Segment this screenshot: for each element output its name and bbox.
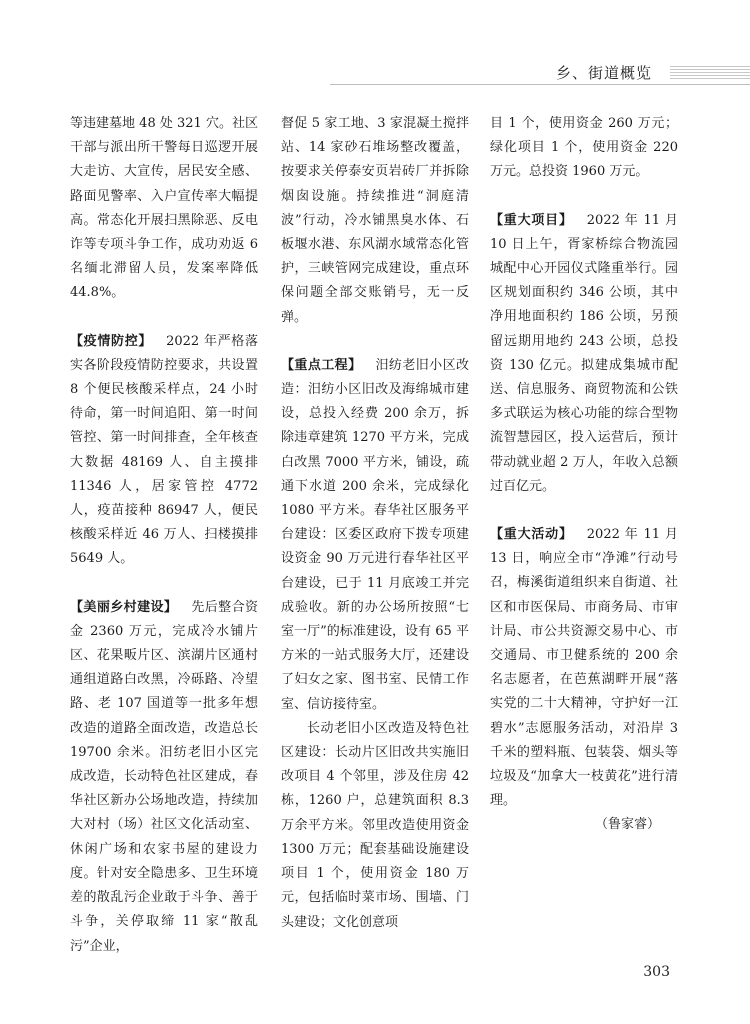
paragraph: 目 1 个，使用资金 260 万元；绿化项目 1 个，使用资金 220 万元。总投资 1960 万元。	[490, 116, 678, 180]
page-number: 303	[643, 964, 670, 980]
section-beautiful-village	[70, 596, 258, 959]
paragraph: 督促 5 家工地、3 家混凝土搅拌站、14 家砂石堆场整改覆盖，按要求关停泰安页岩砖厂并拆除烟囱设施。持续推进“洞庭清波”行动，冷水铺黑臭水体、石板堰水港、东风湖水域常态化管护，三峡管网完成建设，重点环保问题全部交账销号，无一反弹。	[281, 116, 469, 325]
header-rule	[330, 84, 750, 85]
author-credit: （鲁家睿）	[594, 817, 660, 833]
text-column-1	[70, 112, 258, 959]
text-column-3	[490, 112, 678, 838]
section-key-projects	[281, 354, 469, 717]
running-header	[330, 62, 750, 84]
section-text: 2022 年 11 月 10 日上午，胥家桥综合物流园城配中心开园仪式隆重举行。园区规划面积约 346 公顷，其中净用地面积约 186 公顷，另预留远期用地约 243 公顷，总投资 130 亿元。拟建成集城市配送、信息服务、商贸物流和公铁多式联运为核心功能的综合型物流智慧园区，投入运营后，预计带动就业超 2 万人，年收入总额过百亿元。	[490, 212, 678, 494]
section-text: 汨纺老旧小区改造：汨纺小区旧改及海绵城市建设，总投入经费 200 余万，拆除违章建筑 1270 平方米，完成白改黑 7000 平方米，铺设，疏通下水道 200 余米，完成绿化 1080 平方米。春华社区服务平台建设：区委区政府下拨专项建设资金 90 万元进行春华社区平台建设，已于 11 月底竣工并完成验收。新的办公场所按照“七室一厅”的标准建设，设有 65 平方米的一站式服务大厅，还建设了妇女之家、图书室、民情工作室、信访接待室。	[281, 357, 469, 712]
paragraph: 长动老旧小区改造及特色社区建设：长动片区旧改共实施旧改项目 4 个邻里，涉及住房 42 栋，1260 户，总建筑面积 8.3 万余平方米。邻里改造使用资金 1300 万元；配套基础设施建设项目 1 个，使用资金 180 万元，包括临时菜市场、围墙、门头建设；文化创意项	[281, 720, 469, 930]
section-heading: 【重点工程】	[281, 357, 362, 373]
text-column-2	[281, 112, 469, 935]
section-epidemic-prevention	[70, 330, 258, 572]
section-heading: 【重大项目】	[490, 212, 573, 228]
section-major-projects	[490, 209, 678, 499]
section-heading: 【疫情防控】	[70, 333, 153, 349]
header-decoration-stripes	[670, 66, 750, 80]
section-text: 先后整合资金 2360 万元，完成冷水铺片区、花果畈片区、滨湖片区通村通组道路白改黑，冷砾路、冷望路、老 107 国道等一批多年想改造的道路全面改造，改造总长 19700 余米。汨纺老旧小区完成改造，长动特色社区建成，春华社区新办公场地改造，持续加大对村（场）社区文化活动室、休闲广场和农家书屋的建设力度。针对安全隐患多、卫生环境差的散乱污企业敢于斗争、善于斗争，关停取缔 11 家“散乱污”企业，	[70, 599, 258, 954]
running-header-title: 乡、街道概览	[555, 64, 652, 82]
section-heading: 【美丽乡村建设】	[70, 599, 178, 615]
paragraph: 等违建墓地 48 处 321 穴。社区干部与派出所干警每日巡逻开展大走访、大宣传，居民安全感、路面见警率、入户宣传率大幅提高。常态化开展扫黑除恶、反电诈等专项斗争工作，成功劝返 6 名缅北滞留人员，发案率降低 44.8%。	[70, 116, 258, 301]
section-text: 2022 年 11 月 13 日，响应全市“净滩”行动号召，梅溪街道组织来自街道、社区和市医保局、市商务局、市审计局、市公共资源交易中心、市交通局、市卫健系统的 200 余名志愿者，在芭蕉湖畔开展“落实党的二十大精神，守护好一江碧水”志愿服务活动，对沿岸 3 千米的塑料瓶、包装袋、烟头等垃圾及“加拿大一枝黄花”进行清理。	[490, 527, 678, 809]
section-heading: 【重大活动】	[490, 527, 573, 543]
section-major-events	[490, 523, 678, 813]
section-text: 2022 年严格落实各阶段疫情防控要求，共设置 8 个便民核酸采样点，24 小时待命，第一时间追阳、第一时间管控、第一时间排查，全年核查大数据 48169 人、自主摸排 11346 人，居家管控 4772 人，疫苗接种 86947 人，便民核酸采样近 46 万人、扫楼摸排 5649 人。	[70, 333, 258, 567]
